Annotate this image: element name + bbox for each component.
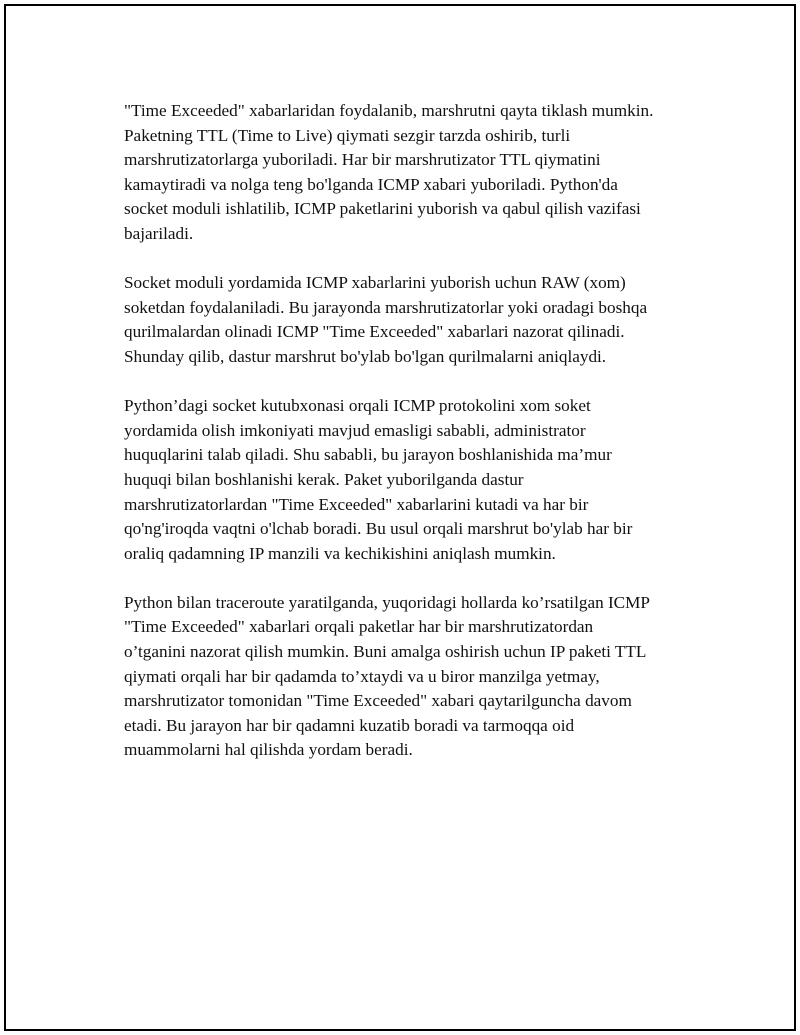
document-body	[124, 99, 704, 788]
paragraph-1: "Time Exceeded" xabarlaridan foydalanib, marshrutni qayta tiklash mumkin. Paketning TTL (Time to Live) qiymati sezgir tarzda oshirib, turli marshrutizatorlarga yuboriladi. Har bir marshrutizator TTL qiymatini kamaytiradi va nolga teng bo'lganda ICMP xabari yuboriladi. Python'da socket moduli ishlatilib, ICMP paketlarini yuborish va qabul qilish vazifasi bajariladi.	[124, 101, 654, 243]
paragraph-3: Python’dagi socket kutubxonasi orqali ICMP protokolini xom soket yordamida olish imkoniyati mavjud emasligi sababli, administrator huquqlarini talab qiladi. Shu sababli, bu jarayon boshlanishida ma’mur huquqi bilan boshlanishi kerak. Paket yuborilganda dastur marshrutizatorlardan "Time Exceeded" xabarlarini kutadi va har bir qo'ng'iroqda vaqtni o'lchab boradi. Bu usul orqali marshrut bo'ylab har bir oraliq qadamning IP manzili va kechikishini aniqlash mumkin.	[124, 396, 633, 563]
paragraph-4: Python bilan traceroute yaratilganda, yuqoridagi hollarda ko’rsatilgan ICMP "Time Exceeded" xabarlari orqali paketlar har bir marshrutizatordan o’tganini nazorat qilish mumkin. Buni amalga oshirish uchun IP paketi TTL qiymati orqali har bir qadamda to’xtaydi va u biror manzilga yetmay, marshrutizator tomonidan "Time Exceeded" xabari qaytarilguncha davom etadi. Bu jarayon har bir qadamni kuzatib boradi va tarmoqqa oid muammolarni hal qilishda yordam beradi.	[124, 592, 650, 760]
page-border	[4, 4, 796, 1031]
paragraph-2: Socket moduli yordamida ICMP xabarlarini yuborish uchun RAW (xom) soketdan foydalaniladi. Bu jarayonda marshrutizatorlar yoki oradagi boshqa qurilmalardan olinadi ICMP "Time Exceeded" xabarlari nazorat qilinadi. Shunday qilib, dastur marshrut bo'ylab bo'lgan qurilmalarni aniqlaydi.	[124, 273, 648, 366]
